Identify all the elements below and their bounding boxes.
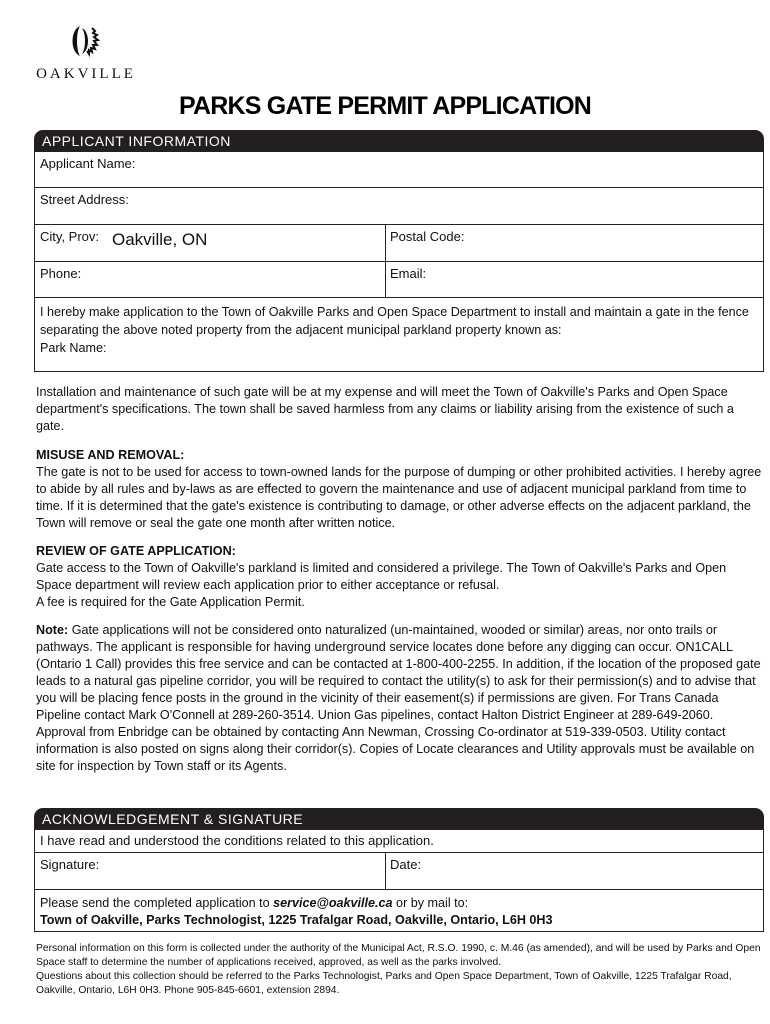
declaration-row: [35, 298, 763, 371]
page-title: PARKS GATE PERMIT APPLICATION: [179, 92, 591, 120]
acknowledgement-table: [34, 829, 764, 932]
column-divider: [385, 853, 386, 889]
review-section: [36, 543, 764, 611]
street-address-row[interactable]: [35, 188, 763, 225]
footer-collection-notice: Personal information on this form is collected under the authority of the Municipal Act, R.S.O. 1990, c. M.46 (as amended), and will be used by Parks and Open Space staff to determine the number of applications received, approved, as well as the parks involved.: [36, 943, 761, 968]
applicant-info-table: [34, 151, 764, 372]
city-prov-label: City, Prov:: [40, 229, 99, 244]
column-divider: [385, 262, 386, 297]
installation-paragraph: [36, 384, 764, 435]
city-prov-value[interactable]: Oakville, ON: [112, 230, 208, 249]
installation-text: Installation and maintenance of such gate will be at my expense and will meet the Town of Oakville's Parks and Open Space department's specifications. The town shall be saved harmless from any claims or liability arising from the existence of such a gate.: [36, 385, 734, 433]
review-heading: REVIEW OF GATE APPLICATION:: [36, 544, 236, 558]
oakville-logo: [35, 22, 137, 90]
date-label[interactable]: Date:: [390, 857, 422, 872]
applicant-name-label: Applicant Name:: [40, 156, 136, 171]
oak-leaf-icon: [66, 22, 106, 62]
misuse-heading: MISUSE AND REMOVAL:: [36, 448, 185, 462]
mailing-address: Town of Oakville, Parks Technologist, 1225 Trafalgar Road, Oakville, Ontario, L6H 0H3: [40, 913, 553, 927]
logo-wordmark: OAKVILLE: [36, 66, 136, 82]
read-understood-row: [35, 830, 763, 853]
fee-text: A fee is required for the Gate Application Permit.: [36, 595, 305, 609]
service-email-link[interactable]: service@oakville.ca: [273, 896, 393, 910]
privacy-footer: [36, 942, 764, 998]
note-text: Gate applications will not be considered onto naturalized (un-maintained, wooded or similar) areas, nor onto trails or pathways. The applicant is responsible for having underground service locates done before any digging can occur. ON1CALL (Ontario 1 Call) provides this free service and can be contacted at 1-800-400-2255. In addition, if the location of the proposed gate leads to a natural gas pipeline corridor, you will be required to contact the utility(s) to ask for their permission(s) and to advise that you will be placing fence posts in the ground in the vicinity of their easement(s) if permissions are given. For Trans Canada Pipeline contact Mark O'Connell at 289-260-3514. Union Gas pipelines, contact Halton District Engineer at 289-649-2060. Approval from Enbridge can be obtained by contacting Ann Newman, Crossing Co-ordinator at 519-339-0503. Utility contact information is also posted on signs along their corridor(s). Copies of Locate clearances and Utility approvals must be available on site for inspection by Town staff or its Agents.: [36, 623, 761, 773]
footer-questions-notice: Questions about this collection should be referred to the Parks Technologist, Parks and Open Space Department, Town of Oakville, 1225 Trafalgar Road, Oakville, Ontario, L6H 0H3. Phone 905-845-6601, extension 2894.: [36, 971, 732, 996]
applicant-name-row[interactable]: [35, 152, 763, 188]
signature-label[interactable]: Signature:: [40, 857, 100, 872]
column-divider: [385, 225, 386, 261]
applicant-section-heading: APPLICANT INFORMATION: [34, 130, 764, 151]
signature-date-row: [35, 853, 763, 890]
city-postal-row: [35, 225, 763, 262]
phone-email-row: [35, 262, 763, 298]
send-suffix: or by mail to:: [392, 896, 469, 910]
misuse-section: [36, 447, 764, 532]
note-section: [36, 622, 764, 775]
note-label: Note:: [36, 623, 69, 637]
email-label[interactable]: Email:: [390, 266, 427, 281]
street-address-label: Street Address:: [40, 192, 129, 207]
acknowledgement-section-heading: ACKNOWLEDGEMENT & SIGNATURE: [34, 808, 764, 829]
phone-label[interactable]: Phone:: [40, 266, 82, 281]
read-understood-text: I have read and understood the conditions related to this application.: [40, 833, 434, 848]
send-prefix: Please send the completed application to: [40, 896, 274, 910]
postal-code-label[interactable]: Postal Code:: [390, 229, 465, 244]
declaration-text: I hereby make application to the Town of Oakville Parks and Open Space Department to install and maintain a gate in the fence separating the above noted property from the adjacent municipal parkland property known as:: [40, 305, 749, 337]
misuse-text: The gate is not to be used for access to town-owned lands for the purpose of dumping or other prohibited activities. I hereby agree to abide by all rules and by-laws as are effected to govern the maintenance and use of adjacent municipal parkland from time to time. If it is determined that the gate's existence is contributing to damage, or other adverse effects on the adjacent parkland, the Town will remove or seal the gate one month after written notice.: [36, 465, 762, 530]
review-text: Gate access to the Town of Oakville's parkland is limited and considered a privilege. The Town of Oakville's Parks and Open Space department will review each application prior to either acceptance or refusal.: [36, 561, 727, 592]
park-name-label[interactable]: Park Name:: [40, 341, 107, 355]
send-row: [35, 890, 763, 931]
